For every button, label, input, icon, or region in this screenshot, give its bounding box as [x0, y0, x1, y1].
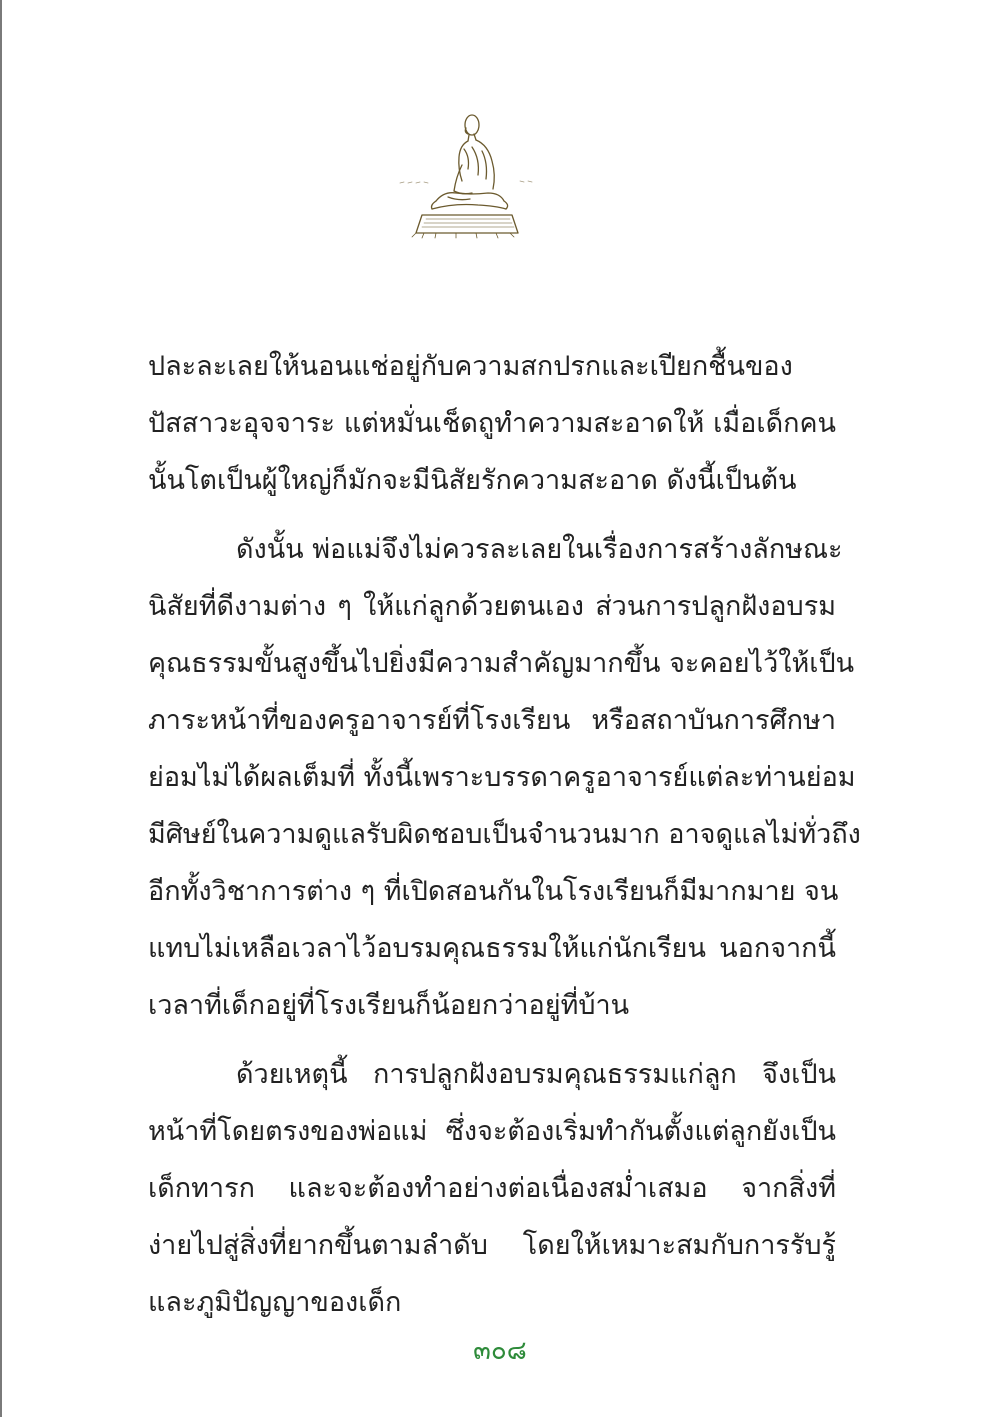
paragraph-1 — [148, 338, 836, 509]
text-line: ง่ายไปสู่สิ่งที่ยากขึ้นตามลำดับ โดยให้เหมาะสมกับการรับรู้ — [148, 1230, 836, 1261]
text-line: ภาระหน้าที่ของครูอาจารย์ที่โรงเรียน หรือสถาบันการศึกษา — [148, 705, 836, 736]
text-line: นิสัยที่ดีงามต่าง ๆ ให้แก่ลูกด้วยตนเอง ส่วนการปลูกฝังอบรม — [148, 591, 836, 622]
body-text — [148, 338, 861, 1331]
text-line: นั้นโตเป็นผู้ใหญ่ก็มักจะมีนิสัยรักความสะอาด ดังนี้เป็นต้น — [148, 465, 797, 496]
meditating-monk-icon — [396, 105, 546, 245]
text-line: มีศิษย์ในความดูแลรับผิดชอบเป็นจำนวนมาก อาจดูแลไม่ทั่วถึง — [148, 819, 861, 850]
paragraph-3 — [148, 1046, 836, 1331]
text-line: และภูมิปัญญาของเด็ก — [148, 1287, 402, 1318]
text-line: ด้วยเหตุนี้ การปลูกฝังอบรมคุณธรรมแก่ลูก จึงเป็น — [236, 1059, 836, 1090]
page-number: ๓๐๘ — [473, 1336, 527, 1366]
text-line: ดังนั้น พ่อแม่จึงไม่ควรละเลยในเรื่องการสร้างลักษณะ — [236, 534, 843, 565]
text-line: แทบไม่เหลือเวลาไว้อบรมคุณธรรมให้แก่นักเรียน นอกจากนี้ — [148, 933, 836, 964]
text-line: เวลาที่เด็กอยู่ที่โรงเรียนก็น้อยกว่าอยู่ที่บ้าน — [148, 990, 630, 1021]
text-line: ปละละเลยให้นอนแช่อยู่กับความสกปรกและเปียกชื้นของ — [148, 351, 793, 382]
text-line: อีกทั้งวิชาการต่าง ๆ ที่เปิดสอนกันในโรงเรียนก็มีมากมาย จน — [148, 876, 839, 907]
text-line: หน้าที่โดยตรงของพ่อแม่ ซึ่งจะต้องเริ่มทำกันตั้งแต่ลูกยังเป็น — [148, 1116, 836, 1147]
text-line: คุณธรรมขั้นสูงขึ้นไปยิ่งมีความสำคัญมากขึ้น จะคอยไว้ให้เป็น — [148, 648, 855, 679]
text-line: ปัสสาวะอุจจาระ แต่หมั่นเช็ดถูทำความสะอาดให้ เมื่อเด็กคน — [148, 408, 836, 439]
page-edge — [0, 0, 2, 1417]
text-line: ย่อมไม่ได้ผลเต็มที่ ทั้งนี้เพราะบรรดาครูอาจารย์แต่ละท่านย่อม — [148, 762, 856, 793]
paragraph-2 — [148, 521, 861, 1034]
text-line: เด็กทารก และจะต้องทำอย่างต่อเนื่องสม่ำเสมอ จากสิ่งที่ — [148, 1173, 836, 1204]
